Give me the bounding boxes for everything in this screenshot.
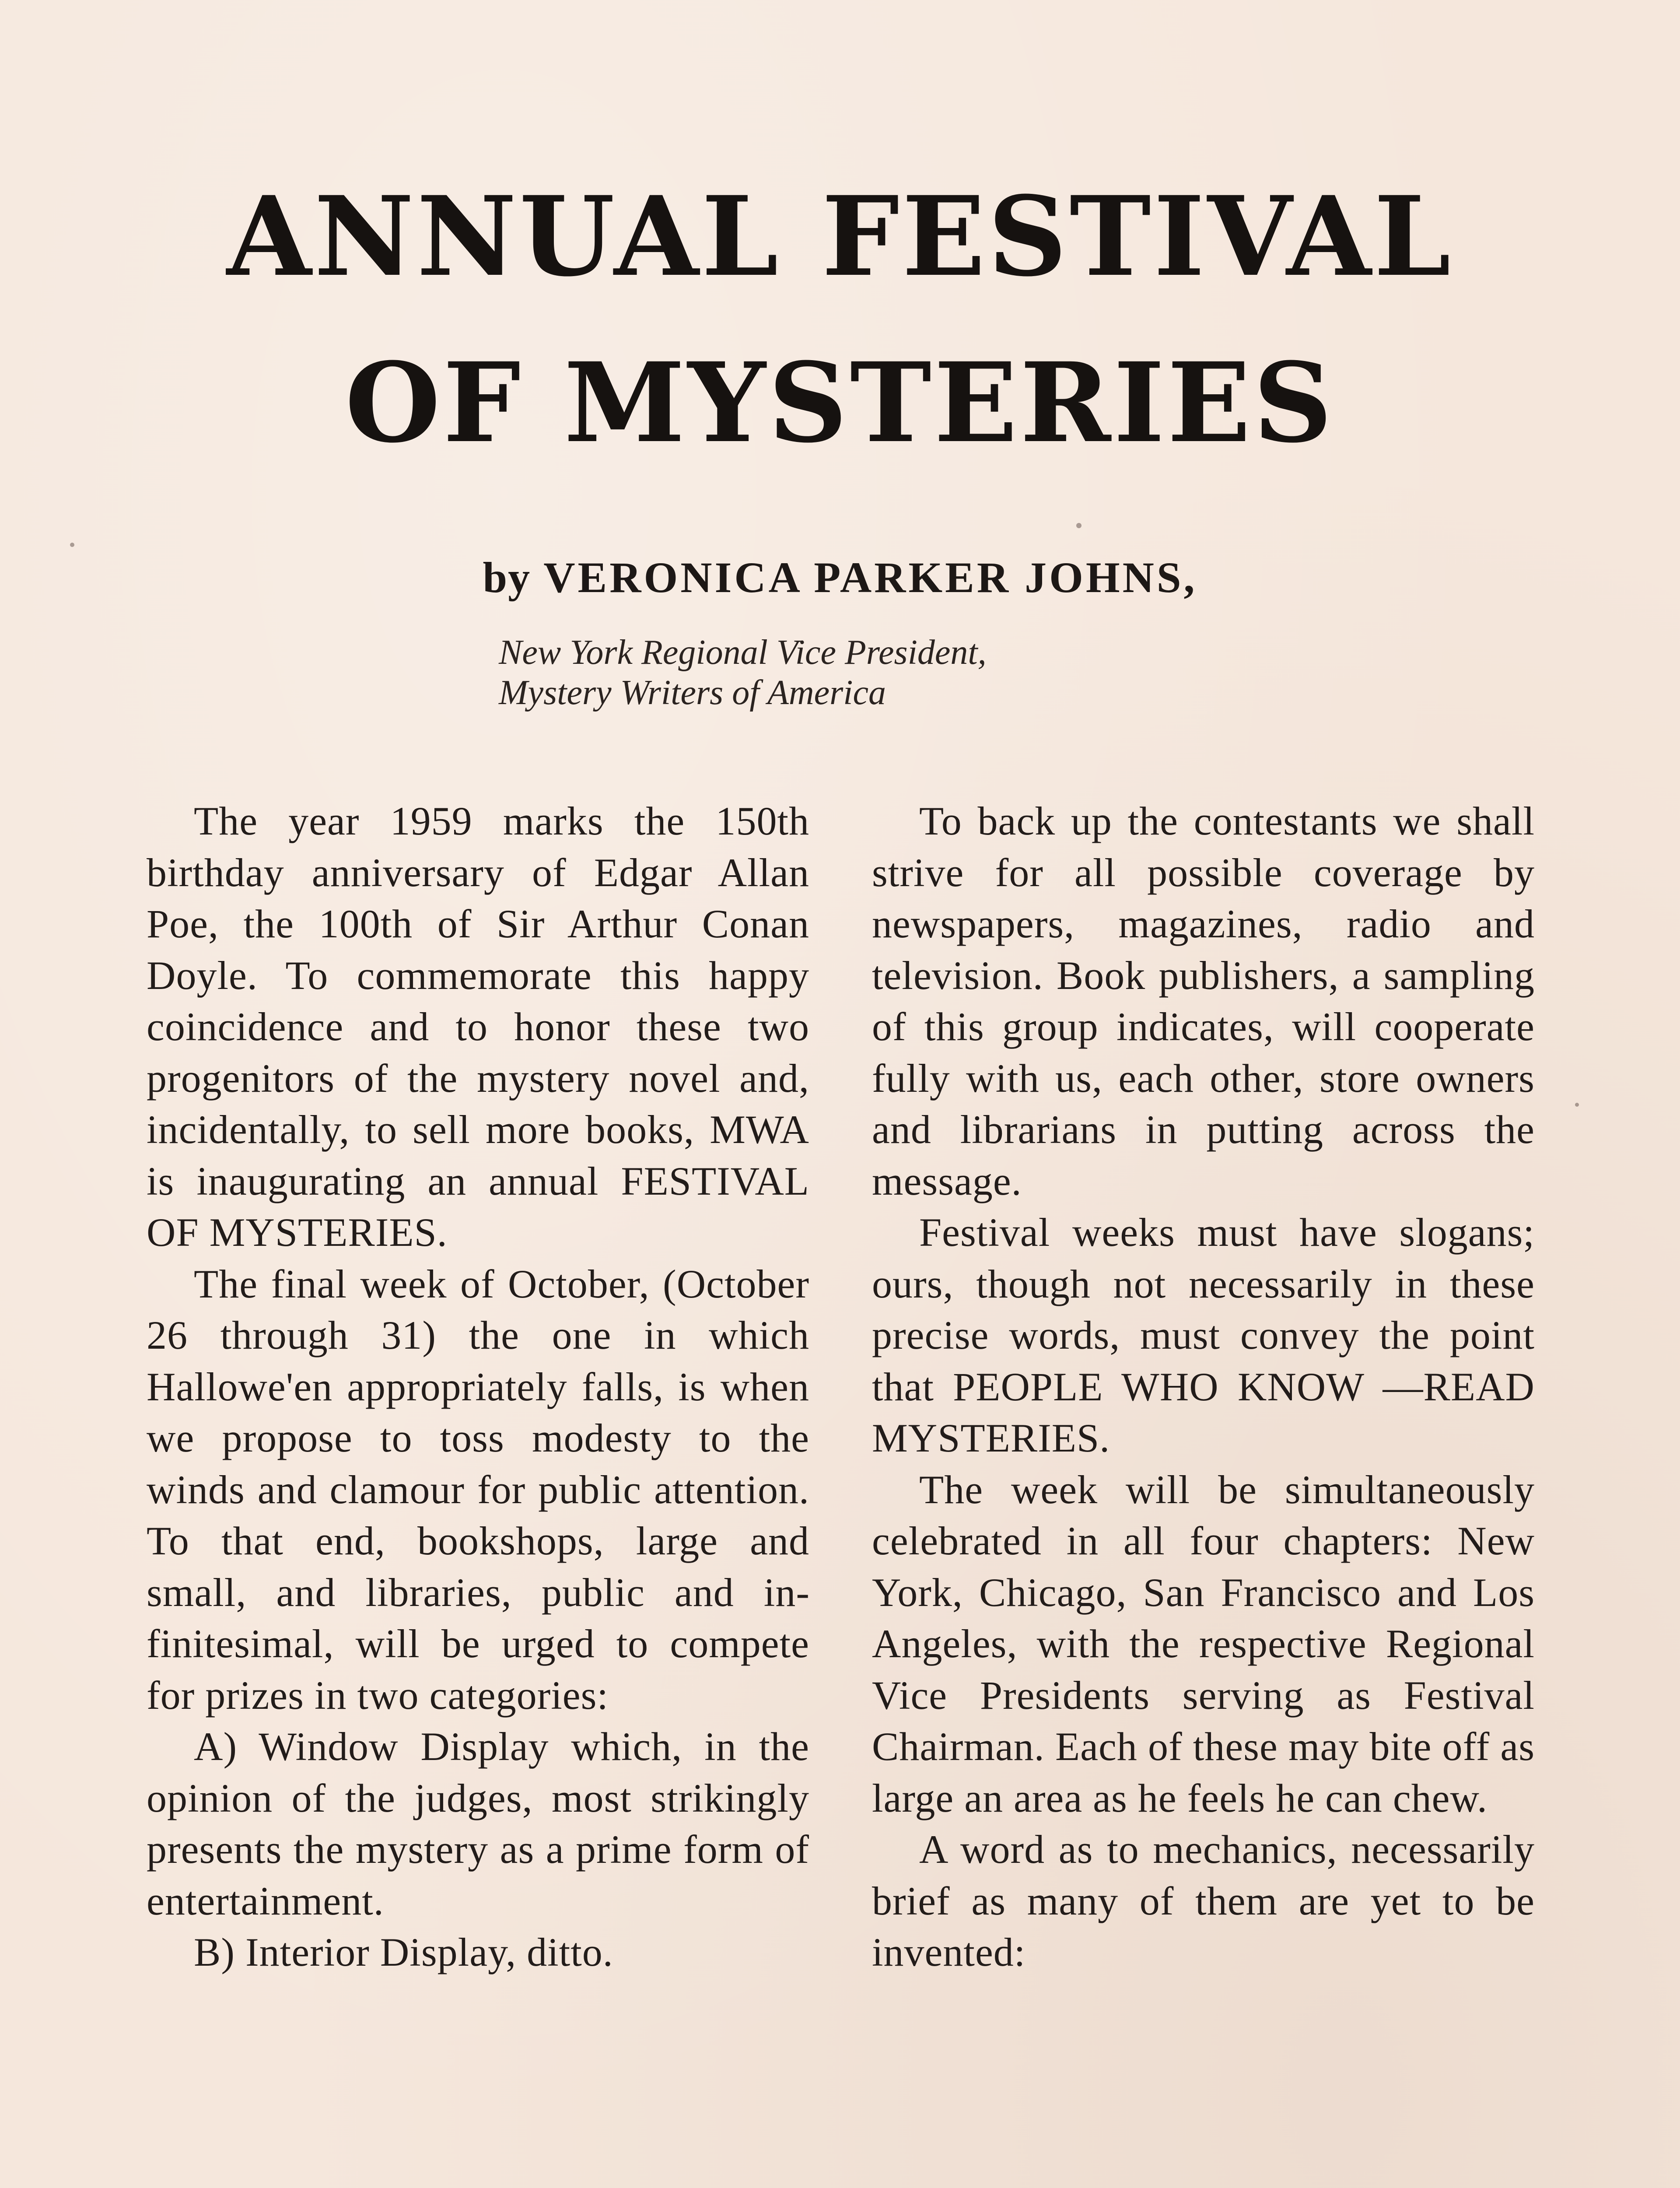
paragraph: A) Window Display which, in the opinion of the judges, most strikingly presents the mystery as a prime form of entertainment. <box>147 1724 809 1923</box>
right-text-column <box>872 796 1535 1978</box>
byline <box>0 549 1680 606</box>
left-text-column <box>147 796 809 1978</box>
paragraph: The year 1959 marks the 150th birthday anniversary of Edgar Allan Poe, the 100th of Sir Arthur Conan Doyle. To commemorate this happy coincidence and to honor these two progenitors of the mystery novel and, incidentally, to sell more books, MWA is inaugurating an annual FESTIVAL OF MYSTERIES. <box>147 799 809 1255</box>
byline-prefix: by <box>483 553 531 602</box>
paragraph: The week will be simultaneously celebrated in all four chapters: New York, Chicago, San Francisco and Los Angeles, with the respective Regional Vice Presidents serving as Festival Chairman. Each of these may bite off as large an area as he feels he can chew. <box>872 1467 1535 1820</box>
paragraph: The final week of October, (October 26 through 31) the one in which Hallowe'en appropriately falls, is when we propose to toss modesty to the winds and clamour for public attention. To that end, bookshops, large and small, and libraries, public and infinitesimal, will be urged to compete for prizes in two categories: <box>147 1261 809 1718</box>
article-title-line-2: OF MYSTERIES <box>345 338 1335 467</box>
paper-speck <box>70 543 74 547</box>
author-affiliation-line-2: Mystery Writers of America <box>499 673 886 712</box>
paper-speck <box>1575 1103 1579 1107</box>
author-name: VERONICA PARKER JOHNS, <box>543 553 1197 602</box>
paragraph: B) Interior Display, ditto. <box>194 1930 613 1974</box>
article-title-line-1: ANNUAL FESTIVAL <box>227 172 1453 301</box>
paragraph: A word as to mechanics, necessarily brief as many of them are yet to be invented: <box>872 1827 1535 1974</box>
paragraph: Festival weeks must have slogans; ours, though not necessarily in these precise words, must convey the point that PEOPLE WHO KNOW —READ MYSTERIES. <box>872 1210 1535 1460</box>
author-affiliation-line-1: New York Regional Vice President, <box>499 633 987 672</box>
paper-speck <box>1076 523 1082 528</box>
paragraph: To back up the contestants we shall strive for all possible coverage by newspapers, magazines, radio and television. Book publishers, a sampling of this group indicates, will cooperate fully with us, each other, store owners and librarians in putting across the message. <box>872 799 1535 1203</box>
